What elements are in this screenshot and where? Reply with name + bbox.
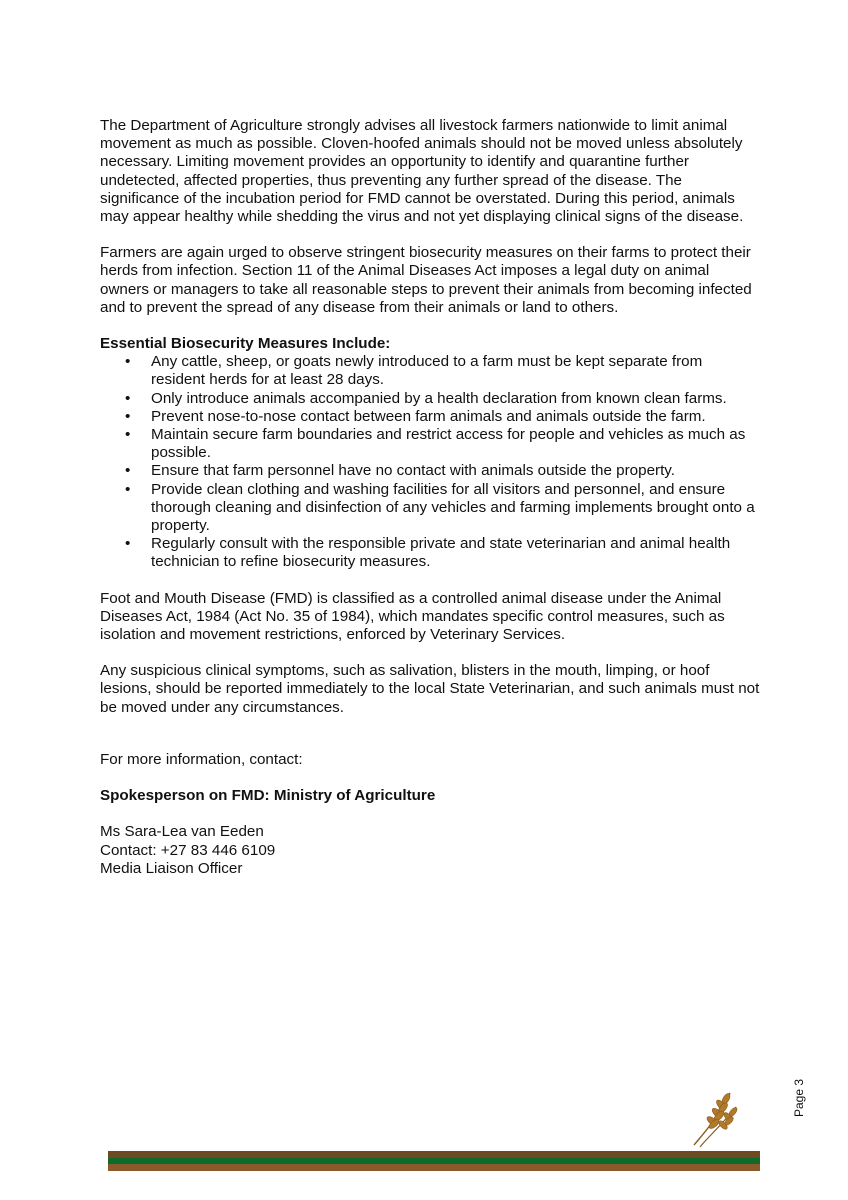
bullet-marker: • [125, 535, 131, 553]
bullet-marker: • [125, 353, 131, 371]
contact-intro: For more information, contact: [100, 750, 303, 768]
contact-phone: Contact: +27 83 446 6109 [100, 841, 276, 859]
list-item: • Maintain secure farm boundaries and restrict access for people and vehicles as much as possible. [125, 426, 746, 462]
bullet-marker: • [125, 407, 131, 425]
paragraph-biosecurity-duty: Farmers are again urged to observe stringent biosecurity measures on their farms to protect their herds from infection. Section 11 of the Animal Diseases Act imposes a legal duty on animal owners or managers to take all reasonable steps to prevent their animals from becoming infected and to prevent the spread of any disease from their animals or land to others. [100, 244, 752, 316]
document-body [100, 117, 760, 878]
list-item: • Prevent nose-to-nose contact between farm animals and animals outside the farm. [125, 407, 706, 425]
page-number: Page 3 [792, 1078, 806, 1118]
wheat-logo-graphic [686, 1087, 742, 1149]
contact-role: Media Liaison Officer [100, 859, 243, 877]
contact-name: Ms Sara-Lea van Eeden [100, 823, 264, 841]
footer-bar-brown [108, 1151, 760, 1158]
contact-block [100, 823, 760, 878]
bullet-marker: • [125, 462, 131, 480]
list-item: • Any cattle, sheep, or goats newly introduced to a farm must be kept separate from resident herds for at least 28 days. [125, 353, 703, 389]
wheat-icon [686, 1087, 742, 1149]
list-item: • Only introduce animals accompanied by a health declaration from known clean farms. [125, 389, 727, 407]
paragraph-report-symptoms: Any suspicious clinical symptoms, such as salivation, blisters in the mouth, limping, or hoof lesions, should be reported immediately to the local State Veterinarian, and such animals must not be moved under any circumstances. [100, 662, 760, 716]
spokesperson-heading: Spokesperson on FMD: Ministry of Agriculture [100, 787, 436, 805]
footer-bar-brown-light [108, 1164, 760, 1171]
paragraph-fmd-classification: Foot and Mouth Disease (FMD) is classified as a controlled animal disease under the Animal Diseases Act, 1984 (Act No. 35 of 1984), which mandates specific control measures, such as isolation and movement restrictions, enforced by Veterinary Services. [100, 589, 725, 644]
list-item: • Regularly consult with the responsible private and state veterinarian and animal health technician to refine biosecurity measures. [125, 535, 731, 571]
paragraph-movement-advice: The Department of Agriculture strongly advises all livestock farmers nationwide to limit animal movement as much as possible. Cloven-hoofed animals should not be moved unless absolutely necessary. Limiting movement provides an opportunity to identify and quarantine further undetected, affected properties, thus preventing any further spread of the disease. The significance of the incubation period for FMD cannot be overstated. During this period, animals may appear healthy while shedding the virus and not yet displaying clinical signs of the disease. [100, 117, 744, 226]
bullet-marker: • [125, 389, 131, 407]
bullet-marker: • [125, 480, 131, 498]
list-item: • Ensure that farm personnel have no contact with animals outside the property. [125, 462, 675, 480]
measures-list [100, 353, 760, 571]
measures-heading: Essential Biosecurity Measures Include: [100, 335, 391, 353]
list-item: • Provide clean clothing and washing facilities for all visitors and personnel, and ensure thorough cleaning and disinfection of any vehicles and farming implements brought onto a property. [125, 480, 755, 535]
bullet-marker: • [125, 426, 131, 444]
